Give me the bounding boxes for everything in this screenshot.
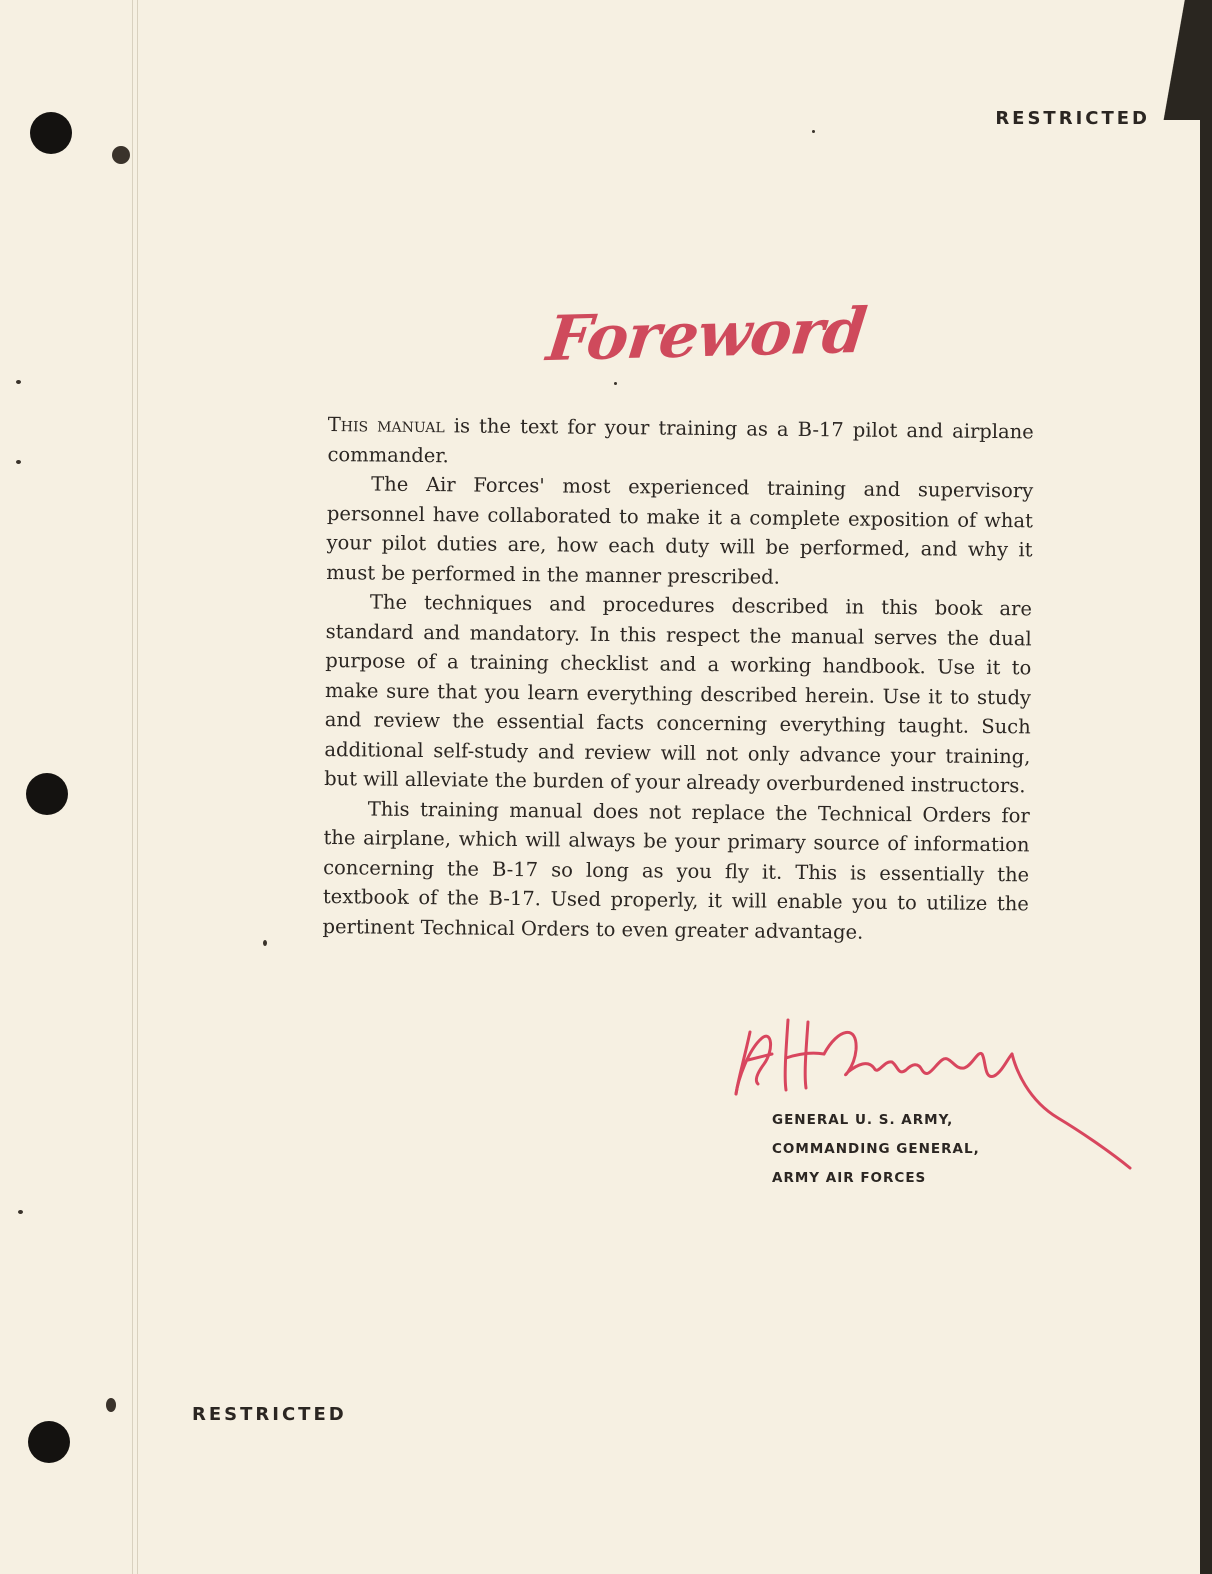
paragraph-2: The Air Forces' most experienced training and supervisory personnel have collaborated to make it a complete exposition of what your pilot duties are, how each duty will be performed, and why it must be performed in the manner prescribed. <box>326 472 1034 589</box>
paragraph-3: The techniques and procedures described in this book are standard and mandatory. In this respect the manual serves the dual purpose of a training checklist and a working handbook. Use it to make sure that you learn everything described herein. Use it to study and review the essential facts concerning everything taught. Such additional self-study and review will not only advance your training, but will alleviate the burden of your already overburdened instructors. <box>324 590 1033 798</box>
signature-title-line-3: ARMY AIR FORCES <box>772 1170 927 1186</box>
classification-marking-bottom: RESTRICTED <box>192 1404 347 1425</box>
paragraph-1-text: is the text for your training as a B-17 pilot and airplane commander. <box>327 414 1034 467</box>
signature-title-line-1: GENERAL U. S. ARMY, <box>772 1112 954 1128</box>
paper-speck <box>18 1210 23 1214</box>
classification-marking-top: RESTRICTED <box>995 108 1150 129</box>
paper-speck <box>16 380 21 384</box>
foreword-body <box>322 410 1034 948</box>
paper-speck <box>106 1398 116 1412</box>
paper-speck <box>263 940 267 946</box>
margin-line <box>137 0 138 1574</box>
binder-hole-middle <box>26 773 68 815</box>
binder-hole-bottom <box>28 1421 70 1463</box>
page-corner <box>1160 0 1200 120</box>
paper-speck <box>112 146 130 164</box>
binder-hole-top <box>30 112 72 154</box>
lead-in: This manual <box>327 412 445 438</box>
signature-title-line-2: COMMANDING GENERAL, <box>772 1141 980 1157</box>
paragraph-1 <box>327 410 1034 476</box>
paper-speck <box>16 460 21 464</box>
paper-speck <box>614 382 617 385</box>
page-title: Foreword <box>543 293 870 376</box>
margin-line <box>132 0 133 1574</box>
paper-speck <box>812 130 815 133</box>
paragraph-4: This training manual does not replace the Technical Orders for the airplane, which will always be your primary source of information concerning the B-17 so long as you fly it. This is essentially the textbook of the B-17. Used properly, it will enable you to utilize the pertinent Technical Orders to even greater advantage. <box>322 796 1030 944</box>
signature-block <box>772 1106 980 1193</box>
